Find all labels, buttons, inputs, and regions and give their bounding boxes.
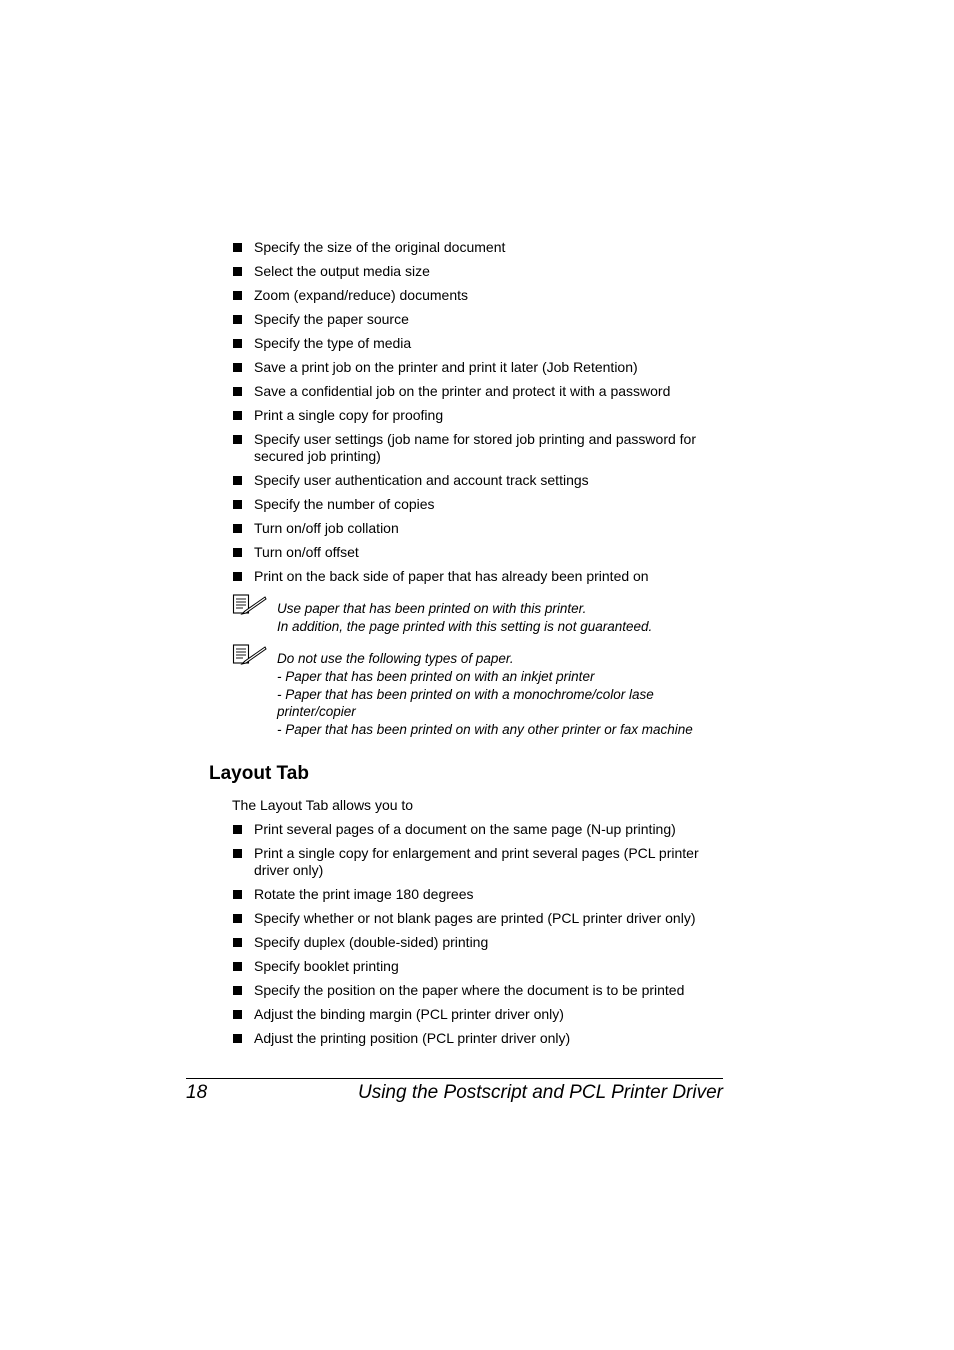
list-item: Specify user authentication and account track settings xyxy=(232,472,732,489)
bullet-square-icon xyxy=(233,986,242,995)
note-text: Do not use the following types of paper. - Paper that has been printed on with an inkjet printer - Paper that has been printed on with a monochrome/color lase printer/copier - Paper that has been printed on with any other printer or fax machine xyxy=(277,651,693,738)
list-item: Print a single copy for enlargement and print several pages (PCL printer driver only) xyxy=(232,845,732,879)
bullet-square-icon xyxy=(233,339,242,348)
note-text: Use paper that has been printed on with this printer. In addition, the page printed with this setting is not guaranteed. xyxy=(277,601,653,634)
bullet-square-icon xyxy=(233,849,242,858)
note-pencil-icon xyxy=(232,594,268,616)
bullet-square-icon xyxy=(233,267,242,276)
list-item: Adjust the printing position (PCL printer driver only) xyxy=(232,1030,732,1047)
feature-list xyxy=(232,239,732,592)
bullet-square-icon xyxy=(233,243,242,252)
note-used-paper xyxy=(232,594,732,636)
section-heading: Layout Tab xyxy=(209,763,309,784)
section-intro: The Layout Tab allows you to xyxy=(232,797,414,813)
bullet-square-icon xyxy=(233,914,242,923)
bullet-square-icon xyxy=(233,962,242,971)
bullet-square-icon xyxy=(233,411,242,420)
page-number: 18 xyxy=(186,1082,208,1103)
list-item: Select the output media size xyxy=(232,263,732,280)
bullet-square-icon xyxy=(233,572,242,581)
list-item: Specify the type of media xyxy=(232,335,732,352)
list-item: Rotate the print image 180 degrees xyxy=(232,886,732,903)
list-item: Specify the size of the original document xyxy=(232,239,732,256)
bullet-square-icon xyxy=(233,387,242,396)
running-footer-title: Using the Postscript and PCL Printer Driver xyxy=(357,1082,723,1103)
list-item: Specify whether or not blank pages are printed (PCL printer driver only) xyxy=(232,910,732,927)
list-item: Adjust the binding margin (PCL printer driver only) xyxy=(232,1006,732,1023)
bullet-square-icon xyxy=(233,890,242,899)
list-item: Print on the back side of paper that has already been printed on xyxy=(232,568,732,585)
list-item: Specify user settings (job name for stored job printing and password for secured job printing) xyxy=(232,431,732,465)
list-item: Turn on/off offset xyxy=(232,544,732,561)
bullet-square-icon xyxy=(233,315,242,324)
bullet-square-icon xyxy=(233,500,242,509)
list-item: Specify the position on the paper where the document is to be printed xyxy=(232,982,732,999)
bullet-square-icon xyxy=(233,1010,242,1019)
list-item: Specify the paper source xyxy=(232,311,732,328)
list-item: Turn on/off job collation xyxy=(232,520,732,537)
list-item: Zoom (expand/reduce) documents xyxy=(232,287,732,304)
list-item: Save a print job on the printer and print it later (Job Retention) xyxy=(232,359,732,376)
bullet-square-icon xyxy=(233,435,242,444)
layout-feature-list xyxy=(232,821,732,1054)
list-item: Print a single copy for proofing xyxy=(232,407,732,424)
bullet-square-icon xyxy=(233,524,242,533)
bullet-square-icon xyxy=(233,1034,242,1043)
note-pencil-icon xyxy=(232,644,268,666)
list-item: Print several pages of a document on the same page (N-up printing) xyxy=(232,821,732,838)
list-item: Save a confidential job on the printer and protect it with a password xyxy=(232,383,732,400)
bullet-square-icon xyxy=(233,825,242,834)
footer-divider xyxy=(186,1078,723,1079)
list-item: Specify booklet printing xyxy=(232,958,732,975)
bullet-square-icon xyxy=(233,548,242,557)
note-paper-types xyxy=(232,644,732,739)
bullet-square-icon xyxy=(233,476,242,485)
bullet-square-icon xyxy=(233,363,242,372)
list-item: Specify the number of copies xyxy=(232,496,732,513)
bullet-square-icon xyxy=(233,938,242,947)
list-item: Specify duplex (double-sided) printing xyxy=(232,934,732,951)
bullet-square-icon xyxy=(233,291,242,300)
